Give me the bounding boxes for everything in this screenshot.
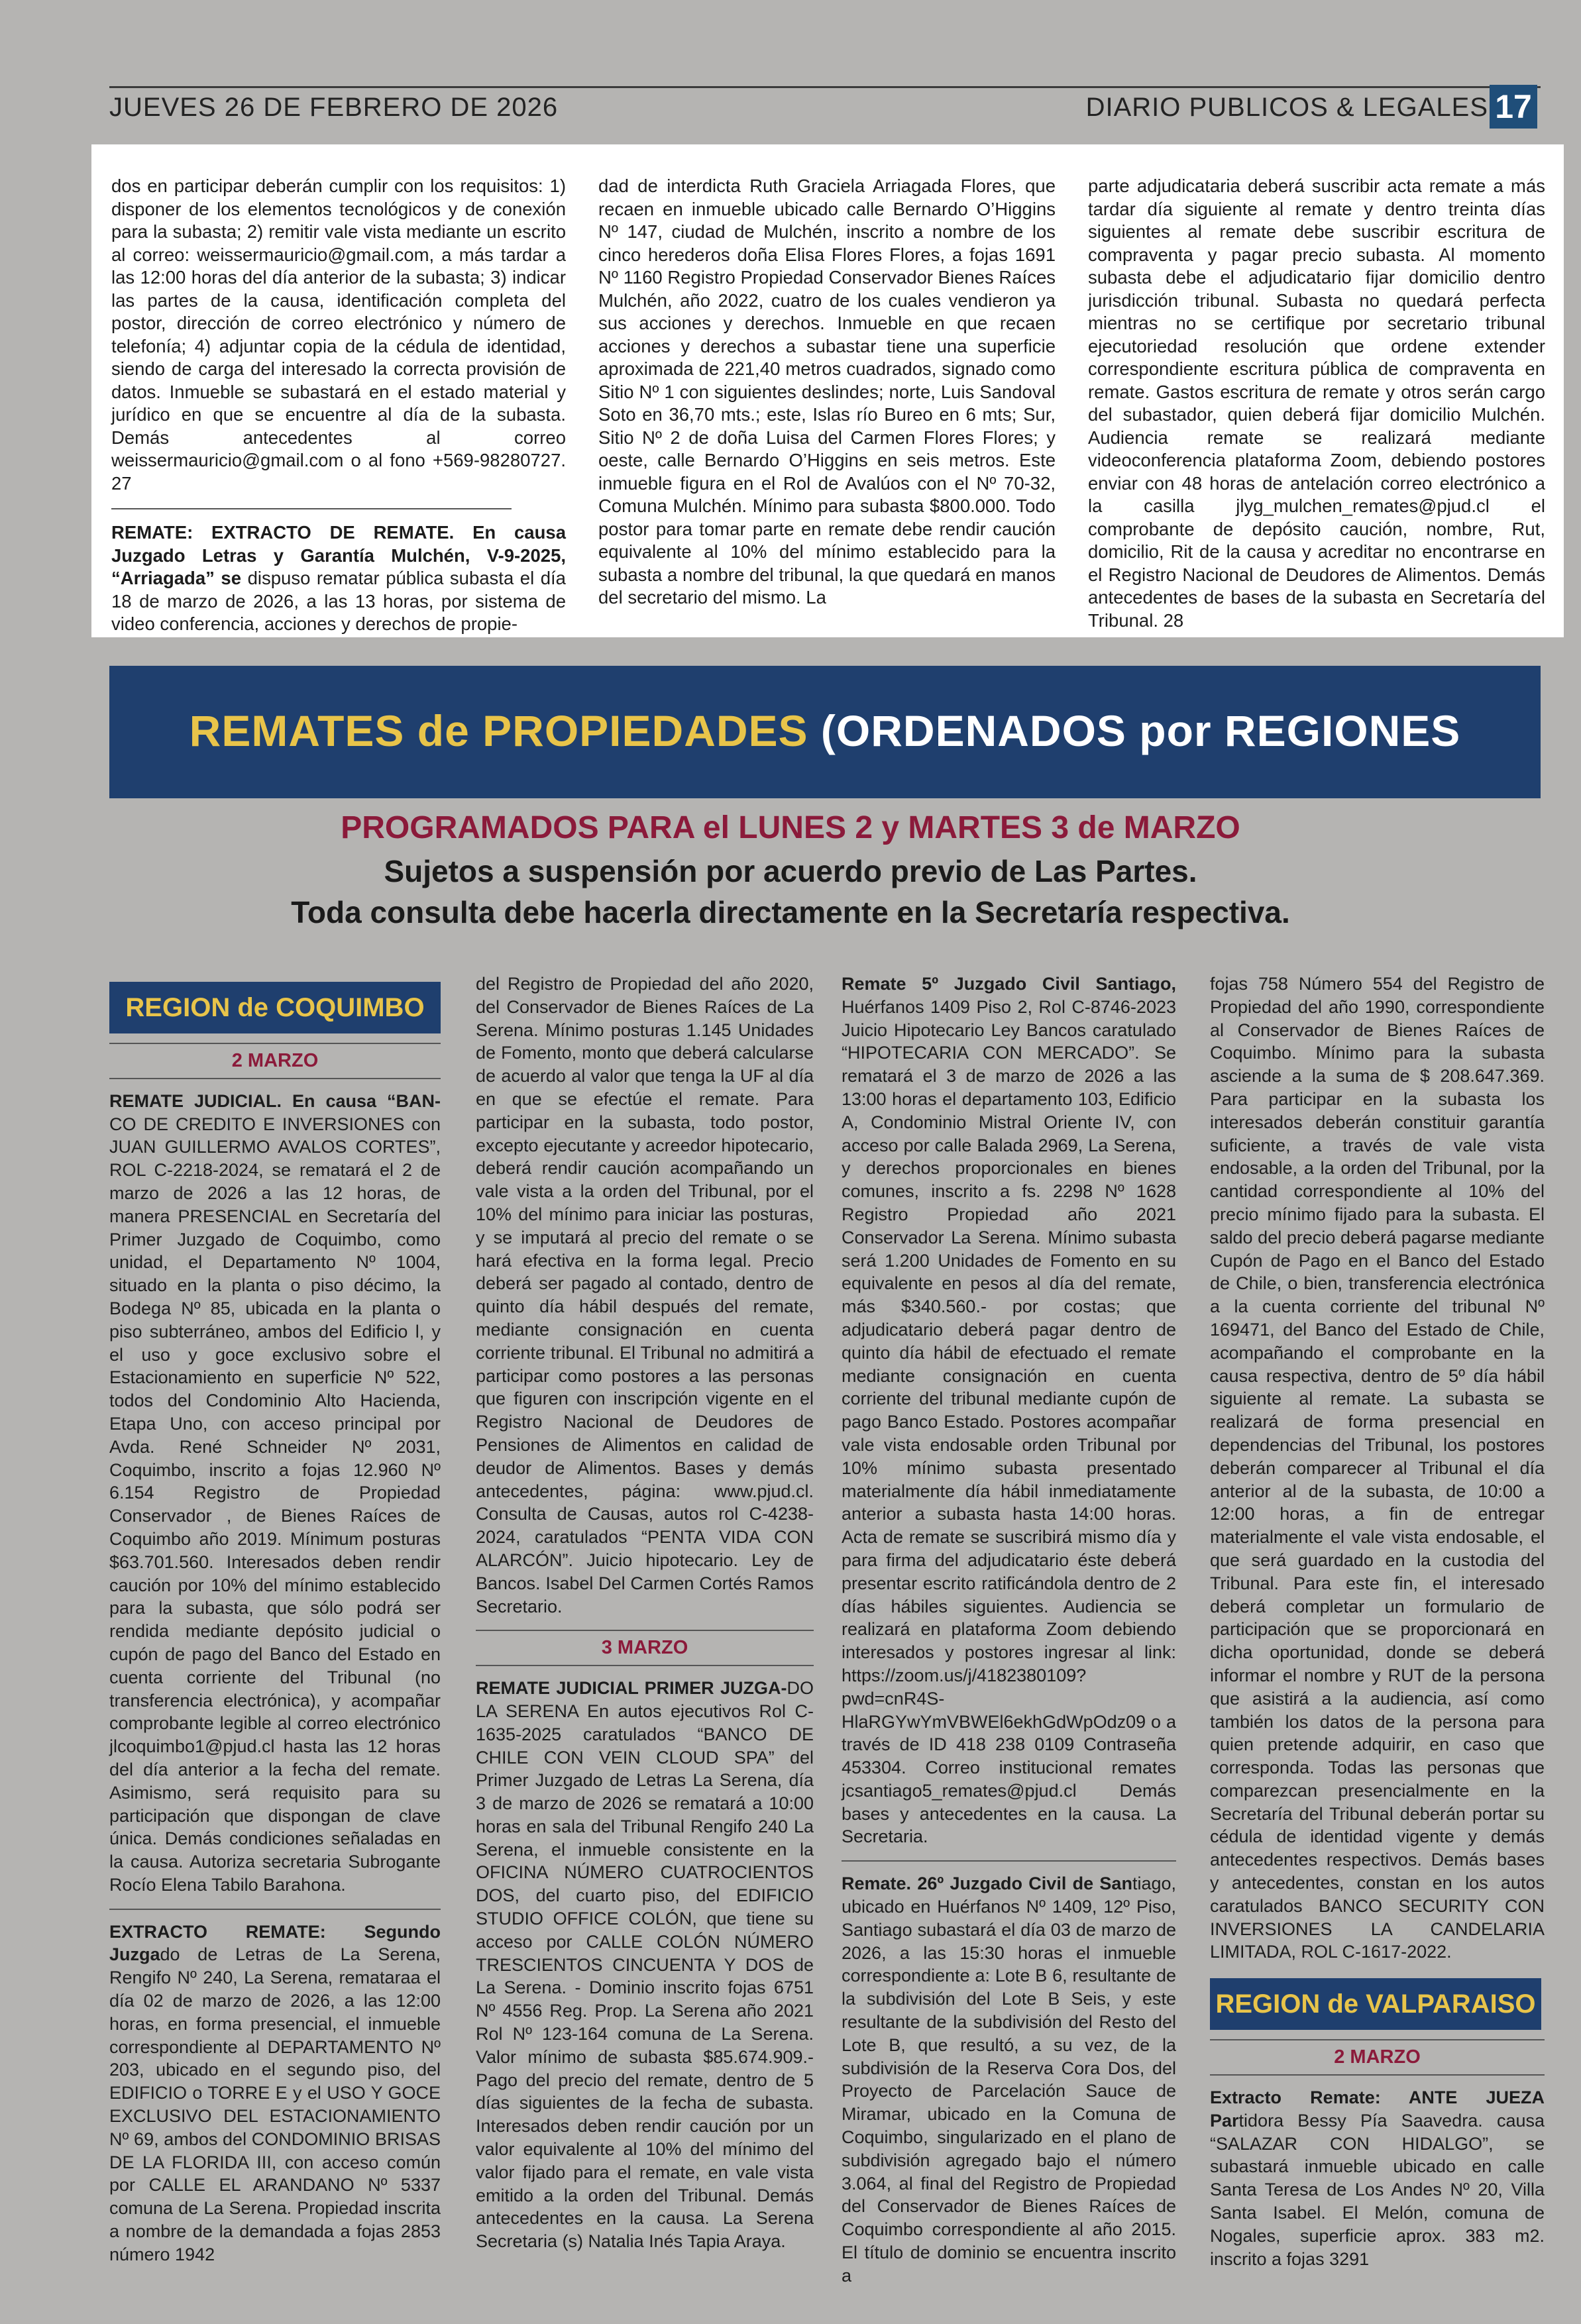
date-tag: 2 MARZO xyxy=(1210,2039,1545,2076)
top-col1-text: dos en participar deberán cumplir con los requisitos: 1) disponer de los elementos tecnológicos y de conexión para la subasta; 2) remitir vale vista mediante un escrito al correo: weissermauricio@gmail.com, a más tardar a las 12:00 horas del día anterior de la subasta; 3) indicar las partes de la causa, identificación completa del postor, dirección de correo electrónico y número de telefonía; 4) adjuntar copia de la cédula de identidad, siendo de carga del interesado la correcta provisión de datos. Inmueble se subastará en el estado material y jurídico en que se encuentre al día de la subasta. Demás antecedentes al correo weissermauricio@gmail.com o al fono +569-98280727. 27 xyxy=(111,176,566,494)
top-col3-text: parte adjudicataria deberá suscribir acta remate a más tardar día siguiente al remate y dentro treinta días siguientes al remate debe suscribir escritura de compraventa y pagar precio subasta. Al momento subasta debe el adjudicatario fijar domicilio dentro jurisdicción tribunal. Subasta no quedará perfecta mientras no se certifique por secretario tribunal ejecutoriedad resolución que ordene extender correspondiente escritura pública de compraventa en remate. Gastos escritura de remate y otros serán cargo del subastador, quien deberá fijar domicilio Mulchén. Audiencia remate se realizará mediante videoconferencia plataforma Zoom, debiendo postores enviar con 48 horas de antelación correo electrónico a la casilla jlyg_mulchen_remates@pjud.cl el comprobante de depósito caución, nombre, Rut, domicilio, Rit de la causa y acreditar no encontrarse en el Registro Nacional de Deudores de Alimentos. Demás antecedentes de bases de la subasta en Secretaría del Tribunal. 28 xyxy=(1088,176,1545,631)
date-tag: 2 MARZO xyxy=(109,1043,441,1079)
notice-item xyxy=(842,973,1176,1848)
inquiry-note: Toda consulta debe hacerla directamente en la Secretaría respectiva. xyxy=(291,895,1290,929)
notice-body: DO LA SERENA En autos ejecutivos Rol C-1635-2025 caratulados “BANCO DE CHILE CON VEIN CLOUD SPA” del Primer Juzgado de Letras La Serena, día 3 de marzo de 2026 se rematará a 10:00 horas en sala del Tribunal Rengifo 240 La Serena, el inmueble consistente en la OFICINA NÚMERO CUATROCIENTOS DOS, del cuarto piso, del EDIFICIO STUDIO OFFICE COLÓN, que tiene su acceso por CALLE COLÓN NÚMERO TRESCIENTOS CINCUENTA Y DOS de La Serena. - Dominio inscrito fojas 6751 Nº 4556 Reg. Prop. La Serena año 2021 Rol Nº 123-164 comuna de La Serena. Valor mínimo de subasta $85.674.909.- Pago del precio del remate, dentro de 5 días siguientes de la fecha de subasta. Interesados deben rendir caución por un valor equivalente al 10% del mínimo del valor fijado para el remate, en vale vista emitido a la orden del Tribunal. Demás antecedentes en la causa. La Serena Secretaria (s) Natalia Inés Tapia Araya. xyxy=(476,1678,814,2252)
top-col1-notice xyxy=(111,521,566,636)
notice-heading: Remate. 26º Juzgado Civil de San xyxy=(842,1874,1132,1894)
notice-item xyxy=(842,1872,1176,2287)
banner-title-part2: (ORDENADOS por REGIONES xyxy=(820,706,1461,755)
notice-item xyxy=(1210,2086,1545,2270)
schedule-subtitle: PROGRAMADOS PARA el LUNES 2 y MARTES 3 de MARZO xyxy=(341,810,1240,845)
notice-body: do de Letras de La Serena, Rengifo Nº 240, La Serena, remataraa el día 02 de marzo de 2026, a las 12:00 horas, en forma presencial, el inmueble correspondiente al DEPARTAMENTO Nº 203, ubicado en el segundo piso, del EDIFICIO o TORRE E y el USO Y GOCE EXCLUSIVO DEL ESTACIONAMIENTO Nº 69, ambos del CONDOMINIO BRISAS DE LA FLORIDA III, con acceso común por CALLE EL ARANDANO Nº 5337 comuna de La Serena. Propiedad inscrita a nombre de la demandada a fojas 2853 número 1942 xyxy=(109,1944,441,2264)
column-c xyxy=(842,973,1176,2288)
notice-item: fojas 758 Número 554 del Registro de Propiedad del año 1990, correspondiente al Conservador de Bienes Raíces de Coquimbo. Mínimo para la subasta asciende a la suma de $ 208.647.369. Para participar en la subasta los interesados deberán constituir garantía suficiente, a través de vale vista endosable, a la orden del Tribunal, por la cantidad correspondiente al 10% del precio mínimo fijado para la subasta. El saldo del precio deberá pagarse mediante Cupón de Pago en el Banco del Estado de Chile, o bien, transferencia electrónica a la cuenta corriente del tribunal Nº 169471, del Banco del Estado de Chile, acompañando el comprobante en la causa respectiva, dentro de 5º día hábil siguiente al remate. La subasta se realizará de forma presencial en dependencias del Tribunal, los postores deberán comparecer al Tribunal el día anterior al de la subasta, de 10:00 a 12:00 horas, a fin de entregar materialmente el vale vista endosable, el que será guardado en la custodia del Tribunal. Para este fin, el interesado deberá completar un formulario de participación que se proporcionará en dicha oportunidad, donde se deberá informar el nombre y RUT de la persona que asistirá a la audiencia, así como también los datos de la persona para quien pretende adquirir, en caso que corresponda. Todas las personas que comparezcan presencialmente en la Secretaría del Tribunal deberán portar su cédula de identidad vigente y demás antecedentes respectivos. Demás bases y antecedentes, constan en los autos caratulados BANCO SECURITY CON INVERSIONES LA CANDELARIA LIMITADA, ROL C-1617-2022. xyxy=(1210,974,1545,1962)
notice-heading: REMATE JUDICIAL. En causa “BAN- xyxy=(109,1090,441,1111)
column-b xyxy=(476,973,814,2253)
divider xyxy=(111,508,512,509)
notice-body: CO DE CREDITO E INVERSIONES con JUAN GUILLERMO AVALOS CORTES”, ROL C-2218-2024, se rematará el 2 de marzo de 2026 a las 12 horas, de manera PRESENCIAL en Secretaría del Primer Juzgado de Coquimbo, como unidad, el Departamento Nº 1004, situado en la planta o piso décimo, la Bodega Nº 85, ubicada en la planta o piso subterráneo, ambos del Edificio l, y el uso y goce exclusivo sobre el Estacionamiento en superficie Nº 522, todos del Condominio Alto Hacienda, Etapa Uno, con acceso principal por Avda. René Schneider Nº 2031, Coquimbo, inscrito a fojas 12.960 Nº 6.154 Registro de Propiedad Conservador , de Bienes Raíces de Coquimbo año 2019. Mínimum posturas $63.701.560. Interesados deben rendir caución por 10% del mínimo establecido para la subasta, que sólo podrá ser rendida mediante depósito judicial o cupón de pago del Banco del Estado en cuenta corriente del Tribunal (no transferencia electrónica), y acompañar comprobante legible al correo electrónico jlcoquimbo1@pjud.cl hasta las 12 horas del día anterior a la fecha del remate. Asimismo, será requisito para su participación que dispongan de clave única. Demás condiciones señaladas en la causa. Autoriza secretaria Subrogante Rocío Elena Tabilo Barahona. xyxy=(109,1114,441,1895)
date-tag: 3 MARZO xyxy=(476,1630,814,1666)
header-paper-name: DIARIO PUBLICOS & LEGALES xyxy=(1085,93,1488,122)
top-col2-text: dad de interdicta Ruth Graciela Arriagada Flores, que recaen en inmueble ubicado calle Bernardo O’Higgins Nº 147, ciudad de Mulchén, inscrito a nombre de los cinco herederos doña Elisa Flores Flores, a fojas 1691 Nº 1160 Registro Propiedad Conservador Bienes Raíces Mulchén, año 2022, cuatro de los cuales vendieron ya sus acciones y derechos. Inmueble en que recaen acciones y derechos a subastar tiene una superficie aproximada de 221,40 metros cuadrados, signado como Sitio Nº 1 con siguientes deslindes; norte, Luis Sandoval Soto en 36,70 mts.; este, Islas río Bureo en 6 mts; Sur, Sitio Nº 2 de doña Luisa del Carmen Flores Flores; y oeste, calle Bernardo O’Higgins en seis metros. Este inmueble figura en el Rol de Avalúos con el Nº 70-32, Comuna Mulchén. Mínimo para subasta $800.000. Todo postor para tomar parte en remate debe rendir caución equivalente al 10% del mínimo establecido para la subasta a nombre del tribunal, la que quedará en manos del secretario del mismo. La xyxy=(598,176,1056,607)
notice-body: tidora Bessy Pía Saavedra. causa “SALAZAR CON HIDALGO”, se subastará inmueble ubicado en calle Santa Teresa de Los Andes Nº 20, Villa Santa Isabel. El Melón, comuna de Nogales, superficie aprox. 383 m2. inscrito a fojas 3291 xyxy=(1210,2110,1545,2269)
banner-title xyxy=(109,706,1541,756)
divider xyxy=(842,1860,1176,1862)
notice-body: dispuso rematar pública subasta el día 18 de marzo de 2026, a las 13 horas, por sistema de video conferencia, acciones y derechos de propie- xyxy=(111,568,566,634)
top-notice-box xyxy=(91,144,1564,637)
notice-heading: Remate 5º Juzgado Civil Santiago, xyxy=(842,974,1176,994)
divider xyxy=(109,1909,441,1910)
notice-item xyxy=(476,1677,814,2253)
header-date: JUEVES 26 DE FEBRERO DE 2026 xyxy=(109,93,559,122)
notice-heading: EXTRACTO REMATE: Segundo Juzga xyxy=(109,1921,441,1965)
region-header-valparaiso: REGION de VALPARAISO xyxy=(1210,1978,1541,2030)
notice-item xyxy=(109,1921,441,2266)
top-column-3 xyxy=(1088,175,1545,632)
suspension-note: Sujetos a suspensión por acuerdo previo de Las Partes. xyxy=(384,854,1197,888)
region-header-coquimbo: REGION de COQUIMBO xyxy=(109,982,441,1033)
section-banner xyxy=(109,666,1541,798)
header-rule xyxy=(109,86,1541,88)
notice-body: tiago, ubicado en Huérfanos Nº 1409, 12º Piso, Santiago subastará el día 03 de marzo de 2026, a las 15:30 horas el inmueble correspondiente a: Lote B 6, resultante de la subdivisión del Lote B Seis, y este resultante de la subdivisión del Resto del Lote B, que resultó, a su vez, de la subdivisión de la Reserva Cora Dos, del Proyecto de Parcelación Sauce de Miramar, ubicado en la Comuna de Coquimbo, singularizado en el plano de subdivisión agregado bajo el número 3.064, al final del Registro de Propiedad del Conservador de Bienes Raíces de Coquimbo correspondiente al año 2015. El título de dominio se encuentra inscrito a xyxy=(842,1874,1176,2286)
notice-heading: Extracto Remate: ANTE JUEZA Par xyxy=(1210,2087,1545,2131)
notice-item: del Registro de Propiedad del año 2020, del Conservador de Bienes Raíces de La Serena. Mínimo posturas 1.145 Unidades de Fomento, monto que deberá calcularse de acuerdo al valor que tenga la UF al día en que se efectúe el remate. Para participar en la subasta, todo postor, excepto ejecutante y acreedor hipotecario, deberá rendir caución acompañando un vale vista a la orden del Tribunal, por el 10% del mínimo para iniciar las posturas, y se imputará al precio del remate o se hará efectiva en la forma legal. Precio deberá ser pagado al contado, dentro de quinto día hábil después del remate, mediante consignación en cuenta corriente tribunal. El Tribunal no admitirá a participar como postores a las personas que figuren con inscripción vigente en el Registro Nacional de Deudores de Pensiones de Alimentos en calidad de deudor de Alimentos. Bases y demás antecedentes, página: www.pjud.cl. Consulta de Causas, autos rol C-4238-2024, caratulados “PENTA VIDA CON ALARCÓN”. Juicio hipotecario. Ley de Bancos. Isabel Del Carmen Cortés Ramos Secretario. xyxy=(476,974,814,1616)
notice-heading: REMATE: EXTRACTO DE REMATE. En causa Juzgado Letras y Garantía Mulchén, V-9-2025, “Arriagada” se xyxy=(111,522,566,588)
column-a xyxy=(109,982,441,2266)
page-number: 17 xyxy=(1490,85,1537,129)
notice-body: Huérfanos 1409 Piso 2, Rol C-8746-2023 Juicio Hipotecario Ley Bancos caratulado “HIPOTECARIA CON MERCADO”. Se rematará el 3 de marzo de 2026 a las 13:00 horas el departamento 103, Edificio A, Condominio Mistral Oriente IV, con acceso por calle Balada 2969, La Serena, y derechos proporcionales en bienes comunes, inscrito a fs. 2298 Nº 1628 Registro Propiedad año 2021 Conservador La Serena. Mínimo subasta será 1.200 Unidades de Fomento en su equivalente en pesos al día del remate, más $340.560.- por costas; que adjudicatario deberá pagar dentro de quinto día hábil de efectuado el remate mediante consignación en cuenta corriente del tribunal mediante cupón de pago Banco Estado. Postores acompañar vale vista endosable orden Tribunal por 10% mínimo subasta presentado materialmente día hábil inmediatamente anterior a subasta hasta 14:00 horas. Acta de remate se suscribirá mismo día y para firma del adjudicatario éste deberá presentar escrito ratificándola dentro de 2 días hábiles siguientes. Audiencia se realizará en plataforma Zoom debiendo interesados y postores ingresar al link: https://zoom.us/j/4182380109?pwd=cnR4S-HlaRGYwYmVBWEl6ekhGdWpOdz09 o a través de ID 418 238 0109 Contraseña 453304. Correo institucional remates jcsantiago5_remates@pjud.cl Demás bases y antecedentes en la causa. La Secretaria. xyxy=(842,996,1176,1847)
notice-item xyxy=(109,1090,441,1897)
notice-heading: REMATE JUDICIAL PRIMER JUZGA- xyxy=(476,1678,787,1699)
banner-title-part1: REMATES de PROPIEDADES xyxy=(189,706,821,755)
column-d xyxy=(1210,973,1545,2270)
top-column-1 xyxy=(111,175,566,636)
top-column-2 xyxy=(598,175,1056,609)
